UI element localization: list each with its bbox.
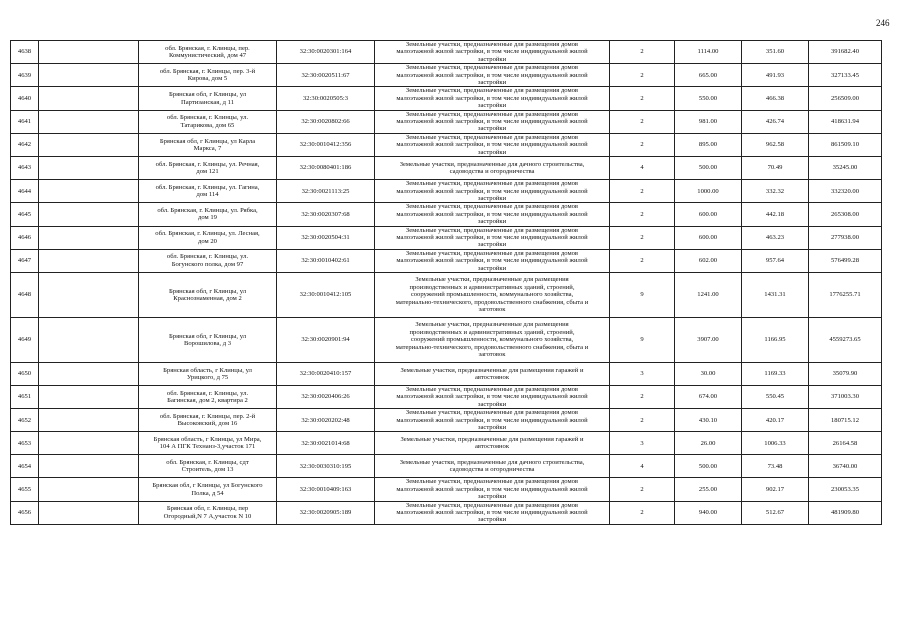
address-cell: Брянская обл, г Клинцы, ул Богунского Полка, д 54 [139,478,277,501]
row-number: 4642 [11,133,39,156]
cadastral-number-cell: 32:30:0021014:68 [277,432,375,455]
address-cell: обл. Брянская, г. Клинцы, ул. Татарикова, дом 65 [139,110,277,133]
address-cell: Брянская обл, г Клинцы, ул Карла Маркса, 7 [139,133,277,156]
row-number: 4641 [11,110,39,133]
land-use-cell: Земельные участки, предназначенные для размещения домов малоэтажной жилой застройки, в том числе индивидуальной жилой застройки [375,110,610,133]
cadastral-value-cell: 1776255.71 [809,272,882,317]
spacer-cell [39,87,139,110]
use-code-cell: 9 [610,317,675,362]
use-code-cell: 2 [610,385,675,408]
use-code-cell: 2 [610,87,675,110]
land-use-cell: Земельные участки, предназначенные для размещения домов малоэтажной жилой застройки, в том числе индивидуальной жилой застройки [375,226,610,249]
specific-value-cell: 463.23 [742,226,809,249]
area-cell: 665.00 [675,64,742,87]
cadastral-value-cell: 265308.00 [809,203,882,226]
row-number: 4647 [11,249,39,272]
row-number: 4639 [11,64,39,87]
cadastral-number-cell: 32:30:0030310:195 [277,455,375,478]
cadastral-value-cell: 230053.35 [809,478,882,501]
address-cell: Брянская область, г Клинцы, ул Урицкого, д 75 [139,362,277,385]
use-code-cell: 2 [610,110,675,133]
cadastral-number-cell: 32:30:0020802:66 [277,110,375,133]
spacer-cell [39,478,139,501]
land-registry-table [10,40,882,525]
spacer-cell [39,272,139,317]
specific-value-cell: 420.17 [742,409,809,432]
spacer-cell [39,226,139,249]
table-row [11,385,882,408]
use-code-cell: 2 [610,478,675,501]
spacer-cell [39,157,139,180]
table-row [11,64,882,87]
use-code-cell: 4 [610,455,675,478]
address-cell: обл. Брянская, г. Клинцы, ул. Багинская, дом 2, квартира 2 [139,385,277,408]
cadastral-value-cell: 277938.00 [809,226,882,249]
use-code-cell: 2 [610,249,675,272]
table-row [11,272,882,317]
area-cell: 1000.00 [675,180,742,203]
specific-value-cell: 466.38 [742,87,809,110]
cadastral-number-cell: 32:30:0020406:26 [277,385,375,408]
row-number: 4651 [11,385,39,408]
cadastral-number-cell: 32:30:0010402:61 [277,249,375,272]
land-use-cell: Земельные участки, предназначенные для размещения домов малоэтажной жилой застройки, в том числе индивидуальной жилой застройки [375,501,610,524]
cadastral-number-cell: 32:30:0010412:105 [277,272,375,317]
spacer-cell [39,362,139,385]
address-cell: обл. Брянская, г. Клинцы, пер. Коммунистический, дом 47 [139,41,277,64]
specific-value-cell: 491.93 [742,64,809,87]
row-number: 4652 [11,409,39,432]
use-code-cell: 2 [610,226,675,249]
land-use-cell: Земельные участки, предназначенные для размещения гаражей и автостоянок [375,432,610,455]
address-cell: Брянская обл, г. Клинцы, пер Огородный,N 7 А,участок N 10 [139,501,277,524]
row-number: 4654 [11,455,39,478]
spacer-cell [39,110,139,133]
specific-value-cell: 73.48 [742,455,809,478]
specific-value-cell: 70.49 [742,157,809,180]
spacer-cell [39,317,139,362]
row-number: 4640 [11,87,39,110]
address-cell: обл. Брянская, г. Клинцы, ул. Рябка, дом 19 [139,203,277,226]
address-cell: Брянская обл, г Клинцы, ул Ворошилова, д 3 [139,317,277,362]
use-code-cell: 4 [610,157,675,180]
cadastral-number-cell: 32:30:0020901:94 [277,317,375,362]
area-cell: 674.00 [675,385,742,408]
spacer-cell [39,455,139,478]
use-code-cell: 2 [610,133,675,156]
specific-value-cell: 512.67 [742,501,809,524]
land-use-cell: Земельные участки, предназначенные для размещения производственных и административных зданий, строений, сооружений промышленности, коммунального хозяйства, материально-технического, продовольственного снабжения, сбыта и заготовок [375,317,610,362]
cadastral-value-cell: 332320.00 [809,180,882,203]
spacer-cell [39,180,139,203]
cadastral-value-cell: 418631.94 [809,110,882,133]
specific-value-cell: 351.60 [742,41,809,64]
cadastral-number-cell: 32:30:0010409:163 [277,478,375,501]
cadastral-value-cell: 371003.30 [809,385,882,408]
specific-value-cell: 1169.33 [742,362,809,385]
spacer-cell [39,501,139,524]
address-cell: обл. Брянская, г. Клинцы, пер. 2-й Высоковский, дом 16 [139,409,277,432]
land-use-cell: Земельные участки, предназначенные для размещения домов малоэтажной жилой застройки, в том числе индивидуальной жилой застройки [375,203,610,226]
area-cell: 3907.00 [675,317,742,362]
use-code-cell: 9 [610,272,675,317]
area-cell: 550.00 [675,87,742,110]
cadastral-number-cell: 32:30:0021113:25 [277,180,375,203]
cadastral-value-cell: 4559273.65 [809,317,882,362]
land-use-cell: Земельные участки, предназначенные для размещения домов малоэтажной жилой застройки, в том числе индивидуальной жилой застройки [375,41,610,64]
table-row [11,41,882,64]
land-use-cell: Земельные участки, предназначенные для дачного строительства, садоводства и огородничества [375,157,610,180]
row-number: 4656 [11,501,39,524]
cadastral-number-cell: 32:30:0020307:68 [277,203,375,226]
spacer-cell [39,133,139,156]
address-cell: обл. Брянская, г. Клинцы, ул. Речная, дом 121 [139,157,277,180]
use-code-cell: 2 [610,501,675,524]
cadastral-number-cell: 32:30:0020511:67 [277,64,375,87]
address-cell: обл. Брянская, г. Клинцы, ул. Лесная, дом 20 [139,226,277,249]
row-number: 4638 [11,41,39,64]
land-use-cell: Земельные участки, предназначенные для размещения домов малоэтажной жилой застройки, в том числе индивидуальной жилой застройки [375,64,610,87]
row-number: 4646 [11,226,39,249]
spacer-cell [39,41,139,64]
table-row [11,317,882,362]
specific-value-cell: 962.58 [742,133,809,156]
area-cell: 895.00 [675,133,742,156]
land-use-cell: Земельные участки, предназначенные для размещения домов малоэтажной жилой застройки, в том числе индивидуальной жилой застройки [375,249,610,272]
land-use-cell: Земельные участки, предназначенные для размещения домов малоэтажной жилой застройки, в том числе индивидуальной жилой застройки [375,87,610,110]
cadastral-value-cell: 256509.00 [809,87,882,110]
use-code-cell: 2 [610,41,675,64]
cadastral-value-cell: 861509.10 [809,133,882,156]
cadastral-number-cell: 32:30:0020905:189 [277,501,375,524]
address-cell: Брянская область, г Клинцы, ул Мира, 104 А ПГК Технанз-3,участок 171 [139,432,277,455]
table-row [11,157,882,180]
address-cell: Брянская обл, г Клинцы, ул Краснознаменная, дом 2 [139,272,277,317]
area-cell: 500.00 [675,455,742,478]
land-use-cell: Земельные участки, предназначенные для размещения домов малоэтажной жилой застройки, в том числе индивидуальной жилой застройки [375,409,610,432]
specific-value-cell: 332.32 [742,180,809,203]
area-cell: 940.00 [675,501,742,524]
cadastral-value-cell: 35079.90 [809,362,882,385]
use-code-cell: 3 [610,432,675,455]
spacer-cell [39,385,139,408]
table-body [11,41,882,525]
address-cell: обл. Брянская, г. Клинцы, сдт Строитель, дом 13 [139,455,277,478]
address-cell: Брянская обл, г Клинцы, ул Партизанская, д 11 [139,87,277,110]
table-row [11,409,882,432]
row-number: 4648 [11,272,39,317]
specific-value-cell: 442.18 [742,203,809,226]
use-code-cell: 3 [610,362,675,385]
table-row [11,432,882,455]
row-number: 4644 [11,180,39,203]
cadastral-number-cell: 32:30:0010412:356 [277,133,375,156]
table-row [11,203,882,226]
specific-value-cell: 1166.95 [742,317,809,362]
cadastral-value-cell: 391682.40 [809,41,882,64]
table-row [11,478,882,501]
land-use-cell: Земельные участки, предназначенные для размещения домов малоэтажной жилой застройки, в том числе индивидуальной жилой застройки [375,133,610,156]
area-cell: 26.00 [675,432,742,455]
page-number: 246 [876,18,890,28]
address-cell: обл. Брянская, г. Клинцы, ул. Гагина, дом 114 [139,180,277,203]
spacer-cell [39,203,139,226]
land-use-cell: Земельные участки, предназначенные для размещения домов малоэтажной жилой застройки, в том числе индивидуальной жилой застройки [375,385,610,408]
area-cell: 600.00 [675,203,742,226]
spacer-cell [39,409,139,432]
row-number: 4653 [11,432,39,455]
spacer-cell [39,432,139,455]
cadastral-number-cell: 32:30:0020301:164 [277,41,375,64]
cadastral-number-cell: 32:30:0020504:31 [277,226,375,249]
specific-value-cell: 902.17 [742,478,809,501]
land-use-cell: Земельные участки, предназначенные для размещения производственных и административных зданий, строений, сооружений промышленности, коммунального хозяйства, материально-технического, продовольственного снабжения, сбыта и заготовок [375,272,610,317]
table-row [11,455,882,478]
table-row [11,362,882,385]
table-row [11,87,882,110]
area-cell: 500.00 [675,157,742,180]
area-cell: 30.00 [675,362,742,385]
row-number: 4655 [11,478,39,501]
land-use-cell: Земельные участки, предназначенные для размещения гаражей и автостоянок [375,362,610,385]
table-row [11,133,882,156]
land-use-cell: Земельные участки, предназначенные для размещения домов малоэтажной жилой застройки, в том числе индивидуальной жилой застройки [375,478,610,501]
cadastral-number-cell: 32:30:0020505:3 [277,87,375,110]
use-code-cell: 2 [610,409,675,432]
area-cell: 602.00 [675,249,742,272]
table-row [11,110,882,133]
specific-value-cell: 1006.33 [742,432,809,455]
cadastral-number-cell: 32:30:0020202:48 [277,409,375,432]
specific-value-cell: 426.74 [742,110,809,133]
area-cell: 1114.00 [675,41,742,64]
cadastral-value-cell: 327133.45 [809,64,882,87]
table-row [11,501,882,524]
table-row [11,226,882,249]
use-code-cell: 2 [610,64,675,87]
land-use-cell: Земельные участки, предназначенные для дачного строительства, садоводства и огородничества [375,455,610,478]
cadastral-value-cell: 180715.12 [809,409,882,432]
address-cell: обл. Брянская, г. Клинцы, пер. 3-й Кирова, дом 5 [139,64,277,87]
area-cell: 430.10 [675,409,742,432]
land-use-cell: Земельные участки, предназначенные для размещения домов малоэтажной жилой застройки, в том числе индивидуальной жилой застройки [375,180,610,203]
area-cell: 1241.00 [675,272,742,317]
area-cell: 255.00 [675,478,742,501]
cadastral-value-cell: 36740.00 [809,455,882,478]
specific-value-cell: 550.45 [742,385,809,408]
area-cell: 600.00 [675,226,742,249]
cadastral-value-cell: 26164.58 [809,432,882,455]
cadastral-value-cell: 35245.00 [809,157,882,180]
cadastral-number-cell: 32:30:0020410:157 [277,362,375,385]
cadastral-value-cell: 576499.28 [809,249,882,272]
specific-value-cell: 1431.31 [742,272,809,317]
table-row [11,249,882,272]
row-number: 4645 [11,203,39,226]
use-code-cell: 2 [610,203,675,226]
address-cell: обл. Брянская, г. Клинцы, ул. Богунского полка, дом 97 [139,249,277,272]
area-cell: 981.00 [675,110,742,133]
spacer-cell [39,64,139,87]
row-number: 4649 [11,317,39,362]
row-number: 4643 [11,157,39,180]
row-number: 4650 [11,362,39,385]
cadastral-number-cell: 32:30:0080401:186 [277,157,375,180]
use-code-cell: 2 [610,180,675,203]
table-row [11,180,882,203]
cadastral-value-cell: 481909.80 [809,501,882,524]
specific-value-cell: 957.64 [742,249,809,272]
spacer-cell [39,249,139,272]
